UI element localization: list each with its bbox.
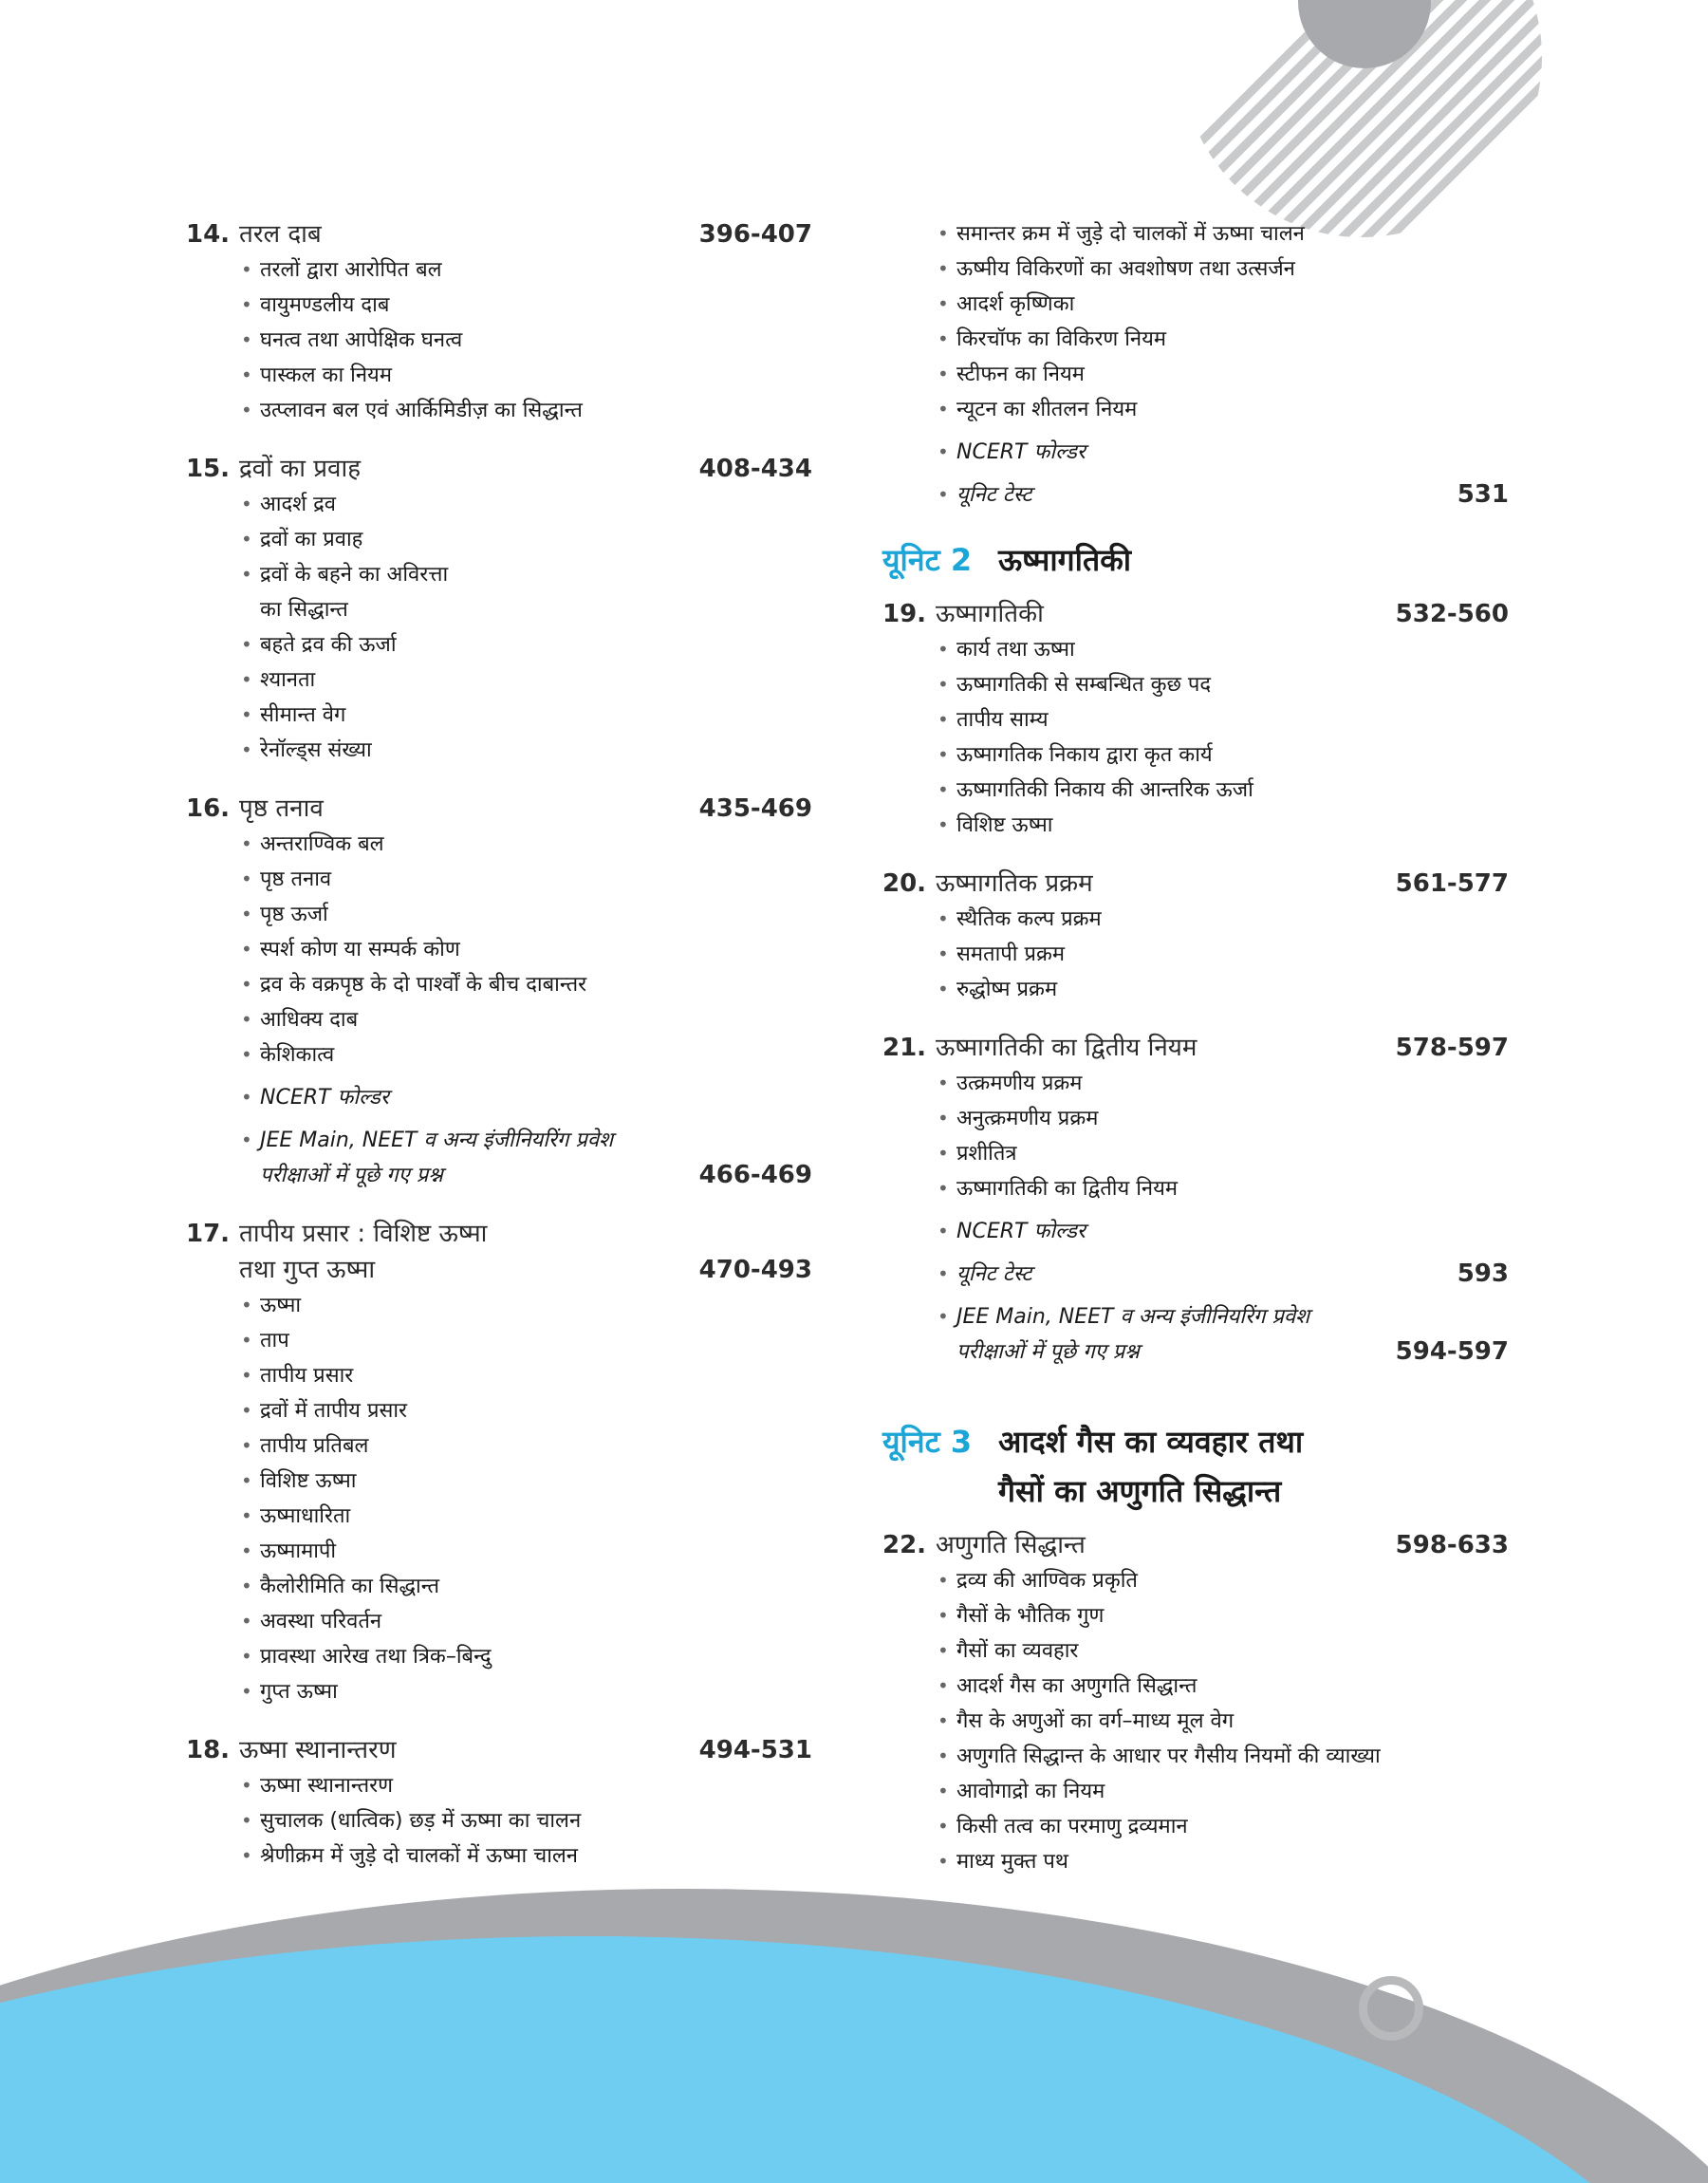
topic-item: • सुचालक (धात्विक) छड़ में ऊष्मा का चालन: [186, 1803, 812, 1838]
extra-page-number: 466-469: [698, 1161, 812, 1189]
bullet-icon: •: [938, 1745, 949, 1767]
bullet-icon: •: [241, 633, 252, 656]
bullet-icon: •: [938, 222, 949, 245]
topic-item: • किसी तत्व का परमाणु द्रव्यमान: [882, 1809, 1509, 1844]
bullet-icon: •: [241, 1844, 252, 1867]
right-column: [882, 216, 1509, 1902]
topic-item: • ऊष्मामापी: [186, 1534, 812, 1569]
topic-item: • न्यूटन का शीतलन नियम: [882, 392, 1509, 427]
chapter-pages: 470-493: [698, 1256, 812, 1284]
topic-item: • द्रवों के बहने का अविरत्ता: [186, 557, 812, 592]
bullet-icon: •: [938, 978, 949, 1000]
exam-questions-link-continuation[interactable]: परीक्षाओं में पूछे गए प्रश्न 466-469: [186, 1158, 812, 1193]
bullet-icon: •: [241, 938, 252, 961]
bullet-icon: •: [241, 1504, 252, 1527]
bullet-icon: •: [241, 1469, 252, 1492]
chapter-title: ऊष्मागतिकी: [936, 600, 1044, 628]
topic-item: • ऊष्मागतिकी का द्वितीय नियम: [882, 1171, 1509, 1206]
extra-page-number: 594-597: [1395, 1337, 1509, 1366]
chapter-title: अणुगति सिद्धान्त: [936, 1531, 1086, 1559]
chapter-title-line2: तथा गुप्त ऊष्मा: [239, 1256, 376, 1284]
bullet-icon: •: [938, 1569, 949, 1592]
bullet-icon: •: [938, 778, 949, 801]
chapter-heading[interactable]: [882, 866, 1509, 902]
bullet-icon: •: [938, 483, 949, 506]
chapter-15: [186, 451, 812, 768]
bullet-icon: •: [241, 1539, 252, 1562]
unit-test-link[interactable]: • यूनिट टेस्ट 593: [882, 1257, 1509, 1292]
bullet-icon: •: [241, 1364, 252, 1387]
exam-questions-link-continuation[interactable]: परीक्षाओं में पूछे गए प्रश्न 594-597: [882, 1334, 1509, 1370]
chapter-pages: 435-469: [698, 794, 812, 823]
ncert-folder-link[interactable]: • NCERT फोल्डर: [882, 1214, 1509, 1249]
left-column: [186, 216, 812, 1896]
chapter-21: [882, 1030, 1509, 1370]
topic-item: • कैलोरीमिति का सिद्धान्त: [186, 1569, 812, 1604]
topic-item: • समतापी प्रक्रम: [882, 937, 1509, 972]
bullet-icon: •: [241, 1008, 252, 1031]
bullet-icon: •: [241, 1645, 252, 1668]
bullet-icon: •: [938, 1220, 949, 1242]
chapter-number: 22.: [882, 1531, 927, 1559]
topic-item: • तरलों द्वारा आरोपित बल: [186, 252, 812, 288]
chapter-pages: 598-633: [1395, 1531, 1509, 1559]
topic-item: • विशिष्ट ऊष्मा: [186, 1464, 812, 1499]
bullet-icon: •: [938, 1709, 949, 1732]
topic-item: • आदर्श गैस का अणुगति सिद्धान्त: [882, 1669, 1509, 1704]
bullet-icon: •: [938, 363, 949, 385]
topic-item: • ऊष्मागतिकी निकाय की आन्तरिक ऊर्जा: [882, 773, 1509, 808]
topic-item: • प्रशीतित्र: [882, 1136, 1509, 1171]
gray-solid-circle-decoration: [1298, 0, 1431, 68]
chapter-22: [882, 1527, 1509, 1879]
topic-item: • घनत्व तथा आपेक्षिक घनत्व: [186, 323, 812, 358]
chapter-number: 14.: [186, 220, 231, 249]
chapter-pages: 494-531: [698, 1736, 812, 1764]
bullet-icon: •: [241, 738, 252, 761]
topic-item: • ऊष्मागतिकी से सम्बन्धित कुछ पद: [882, 667, 1509, 702]
chapter-title: ऊष्मा स्थानान्तरण: [239, 1736, 397, 1764]
bullet-icon: •: [241, 1774, 252, 1797]
chapter-19: [882, 596, 1509, 843]
chapter-pages: 578-597: [1395, 1034, 1509, 1062]
topic-item: • गैस के अणुओं का वर्ग–माध्य मूल वेग: [882, 1704, 1509, 1739]
topic-item: • वायुमण्डलीय दाब: [186, 288, 812, 323]
bullet-icon: •: [241, 1086, 252, 1109]
chapter-pages: 532-560: [1395, 600, 1509, 628]
chapter-title: तरल दाब: [239, 220, 322, 249]
topic-item: • गैसों के भौतिक गुण: [882, 1598, 1509, 1633]
topic-item: • पृष्ठ ऊर्जा: [186, 897, 812, 932]
topic-item: • स्टीफन का नियम: [882, 357, 1509, 392]
chapter-heading[interactable]: [186, 216, 812, 252]
bullet-icon: •: [938, 398, 949, 420]
unit-label: यूनिट 2: [882, 542, 973, 578]
bullet-icon: •: [938, 907, 949, 930]
bullet-icon: •: [938, 327, 949, 350]
topic-item: • द्रवों का प्रवाह: [186, 522, 812, 557]
topic-item: • माध्य मुक्त पथ: [882, 1844, 1509, 1879]
topic-item: • गुप्त ऊष्मा: [186, 1674, 812, 1709]
bullet-icon: •: [241, 973, 252, 996]
unit-3-heading[interactable]: [882, 1417, 1509, 1516]
bullet-icon: •: [938, 673, 949, 696]
topic-item: • श्रेणीक्रम में जुड़े दो चालकों में ऊष्मा चालन: [186, 1838, 812, 1874]
chapter-14: [186, 216, 812, 428]
topic-item: • आदर्श द्रव: [186, 487, 812, 522]
topic-item: • उत्प्लावन बल एवं आर्किमिडीज़ का सिद्धान्त: [186, 393, 812, 428]
topic-item: • ऊष्मागतिक निकाय द्वारा कृत कार्य: [882, 737, 1509, 773]
chapter-16: [186, 791, 812, 1193]
chapter-heading[interactable]: [882, 596, 1509, 632]
chapter-title: द्रवों का प्रवाह: [239, 455, 362, 483]
bullet-icon: •: [241, 1809, 252, 1832]
bullet-icon: •: [938, 1305, 949, 1328]
bullet-icon: •: [938, 1674, 949, 1697]
topic-item: • प्रावस्था आरेख तथा त्रिक–बिन्दु: [186, 1639, 812, 1674]
unit-title-line1: आदर्श गैस का व्यवहार तथा: [998, 1424, 1304, 1460]
bullet-icon: •: [241, 1294, 252, 1316]
bullet-icon: •: [241, 563, 252, 586]
bullet-icon: •: [938, 813, 949, 836]
chapter-heading[interactable]: [186, 451, 812, 487]
chapter-heading[interactable]: [882, 1030, 1509, 1066]
topic-item: • तापीय प्रतिबल: [186, 1428, 812, 1464]
unit-test-link[interactable]: • यूनिट टेस्ट 531: [882, 477, 1509, 513]
chapter-pages: 561-577: [1395, 869, 1509, 898]
chapter-title: तापीय प्रसार : विशिष्ट ऊष्मा: [239, 1220, 488, 1248]
bullet-icon: •: [938, 1177, 949, 1200]
topic-item: • उत्क्रमणीय प्रक्रम: [882, 1066, 1509, 1101]
chapter-heading-continuation[interactable]: [186, 1252, 812, 1288]
bullet-icon: •: [241, 1610, 252, 1633]
topic-item: • अणुगति सिद्धान्त के आधार पर गैसीय नियमों की व्याख्या: [882, 1739, 1509, 1774]
topic-item: • तापीय प्रसार: [186, 1358, 812, 1393]
topic-item: • ऊष्मा: [186, 1288, 812, 1323]
topic-item: • आदर्श कृष्णिका: [882, 287, 1509, 322]
topic-item: • किरचॉफ का विकिरण नियम: [882, 322, 1509, 357]
unit-title: ऊष्मागतिकी: [998, 542, 1132, 578]
exam-questions-link[interactable]: • JEE Main, NEET व अन्य इंजीनियरिंग प्रवेश: [882, 1299, 1509, 1334]
topic-item: • स्थैतिक कल्प प्रक्रम: [882, 902, 1509, 937]
ncert-folder-link[interactable]: • NCERT फोल्डर: [882, 435, 1509, 470]
bullet-icon: •: [938, 440, 949, 463]
bullet-icon: •: [241, 868, 252, 890]
extra-page-number: 593: [1457, 1259, 1509, 1288]
chapter-heading[interactable]: [882, 1527, 1509, 1563]
chapter-heading[interactable]: [186, 1732, 812, 1768]
bullet-icon: •: [241, 903, 252, 925]
chapter-18-continued: [882, 216, 1509, 513]
bullet-icon: •: [938, 1107, 949, 1129]
bullet-icon: •: [241, 668, 252, 691]
topic-item: • विशिष्ट ऊष्मा: [882, 808, 1509, 843]
topic-item: • द्रव्य की आण्विक प्रकृति: [882, 1563, 1509, 1598]
bullet-icon: •: [938, 708, 949, 731]
bullet-icon: •: [241, 364, 252, 386]
topic-item: • पास्कल का नियम: [186, 358, 812, 393]
bullet-icon: •: [241, 328, 252, 351]
bullet-icon: •: [241, 528, 252, 550]
chapter-20: [882, 866, 1509, 1007]
unit-2-heading[interactable]: [882, 535, 1509, 585]
topic-item: • आधिक्य दाब: [186, 1002, 812, 1037]
topic-item: • अनुत्क्रमणीय प्रक्रम: [882, 1101, 1509, 1136]
bullet-icon: •: [241, 493, 252, 515]
topic-item: • अन्तराण्विक बल: [186, 827, 812, 862]
topic-item: • बहते द्रव की ऊर्जा: [186, 627, 812, 662]
chapter-number: 21.: [882, 1034, 927, 1062]
extra-page-number: 531: [1457, 480, 1509, 509]
bullet-icon: •: [241, 1399, 252, 1422]
topic-item: • सीमान्त वेग: [186, 698, 812, 733]
bullet-icon: •: [938, 1142, 949, 1165]
topic-item: • द्रव के वक्रपृष्ठ के दो पार्श्वों के बीच दाबान्तर: [186, 967, 812, 1002]
chapter-pages: 396-407: [698, 220, 812, 249]
topic-item-continuation: का सिद्धान्त: [260, 598, 348, 622]
topic-item: • ऊष्माधारिता: [186, 1499, 812, 1534]
chapter-number: 16.: [186, 794, 231, 823]
chapter-18: [186, 1732, 812, 1874]
bullet-icon: •: [938, 1850, 949, 1873]
chapter-number: 19.: [882, 600, 927, 628]
bullet-icon: •: [938, 1780, 949, 1802]
chapter-heading[interactable]: [186, 791, 812, 827]
unit-label: यूनिट 3: [882, 1424, 973, 1460]
bullet-icon: •: [241, 293, 252, 316]
bullet-icon: •: [938, 257, 949, 280]
chapter-heading[interactable]: [186, 1216, 812, 1252]
bullet-icon: •: [241, 1043, 252, 1066]
bullet-icon: •: [241, 1575, 252, 1597]
topic-item: • द्रवों में तापीय प्रसार: [186, 1393, 812, 1428]
bullet-icon: •: [938, 1604, 949, 1627]
bullet-icon: •: [938, 1072, 949, 1094]
topic-item: • आवोगाद्रो का नियम: [882, 1774, 1509, 1809]
exam-questions-link[interactable]: • JEE Main, NEET व अन्य इंजीनियरिंग प्रवेश: [186, 1123, 812, 1158]
bullet-icon: •: [241, 1129, 252, 1151]
topic-item: • रुद्धोष्म प्रक्रम: [882, 972, 1509, 1007]
bullet-icon: •: [938, 1262, 949, 1285]
topic-item: • समान्तर क्रम में जुड़े दो चालकों में ऊष्मा चालन: [882, 216, 1509, 252]
topic-item: • अवस्था परिवर्तन: [186, 1604, 812, 1639]
bullet-icon: •: [938, 743, 949, 766]
unit-title-line2: गैसों का अणुगति सिद्धान्त: [998, 1473, 1282, 1509]
chapter-title: पृष्ठ तनाव: [239, 794, 324, 823]
bullet-icon: •: [938, 638, 949, 661]
bullet-icon: •: [241, 832, 252, 855]
topic-item: • कार्य तथा ऊष्मा: [882, 632, 1509, 667]
topic-item: • ऊष्मा स्थानान्तरण: [186, 1768, 812, 1803]
chapter-title: ऊष्मागतिकी का द्वितीय नियम: [936, 1034, 1197, 1062]
topic-item: • ताप: [186, 1323, 812, 1358]
ncert-folder-link[interactable]: • NCERT फोल्डर: [186, 1080, 812, 1115]
chapter-title: ऊष्मागतिक प्रक्रम: [936, 869, 1093, 898]
chapter-number: 18.: [186, 1736, 231, 1764]
topic-item: • स्पर्श कोण या सम्पर्क कोण: [186, 932, 812, 967]
bullet-icon: •: [241, 1329, 252, 1352]
chapter-pages: 408-434: [698, 455, 812, 483]
chapter-number: 20.: [882, 869, 927, 898]
chapter-17: [186, 1216, 812, 1709]
chapter-number: 15.: [186, 455, 231, 483]
topic-item: • रेनॉल्ड्स संख्या: [186, 733, 812, 768]
topic-item: • पृष्ठ तनाव: [186, 862, 812, 897]
unit-title: [998, 1417, 1473, 1516]
bullet-icon: •: [241, 399, 252, 421]
topic-item: • श्यानता: [186, 662, 812, 698]
bullet-icon: •: [938, 292, 949, 315]
bullet-icon: •: [241, 1434, 252, 1457]
chapter-number: 17.: [186, 1220, 231, 1248]
topic-item: • गैसों का व्यवहार: [882, 1633, 1509, 1669]
ring-decoration: [1359, 1976, 1423, 2041]
bullet-icon: •: [938, 1639, 949, 1662]
bullet-icon: •: [938, 942, 949, 965]
topic-item: • तापीय साम्य: [882, 702, 1509, 737]
topic-item: • केशिकात्व: [186, 1037, 812, 1073]
bullet-icon: •: [241, 1680, 252, 1703]
bullet-icon: •: [938, 1815, 949, 1838]
bullet-icon: •: [241, 258, 252, 281]
bullet-icon: •: [241, 703, 252, 726]
topic-item: • ऊष्मीय विकिरणों का अवशोषण तथा उत्सर्जन: [882, 252, 1509, 287]
